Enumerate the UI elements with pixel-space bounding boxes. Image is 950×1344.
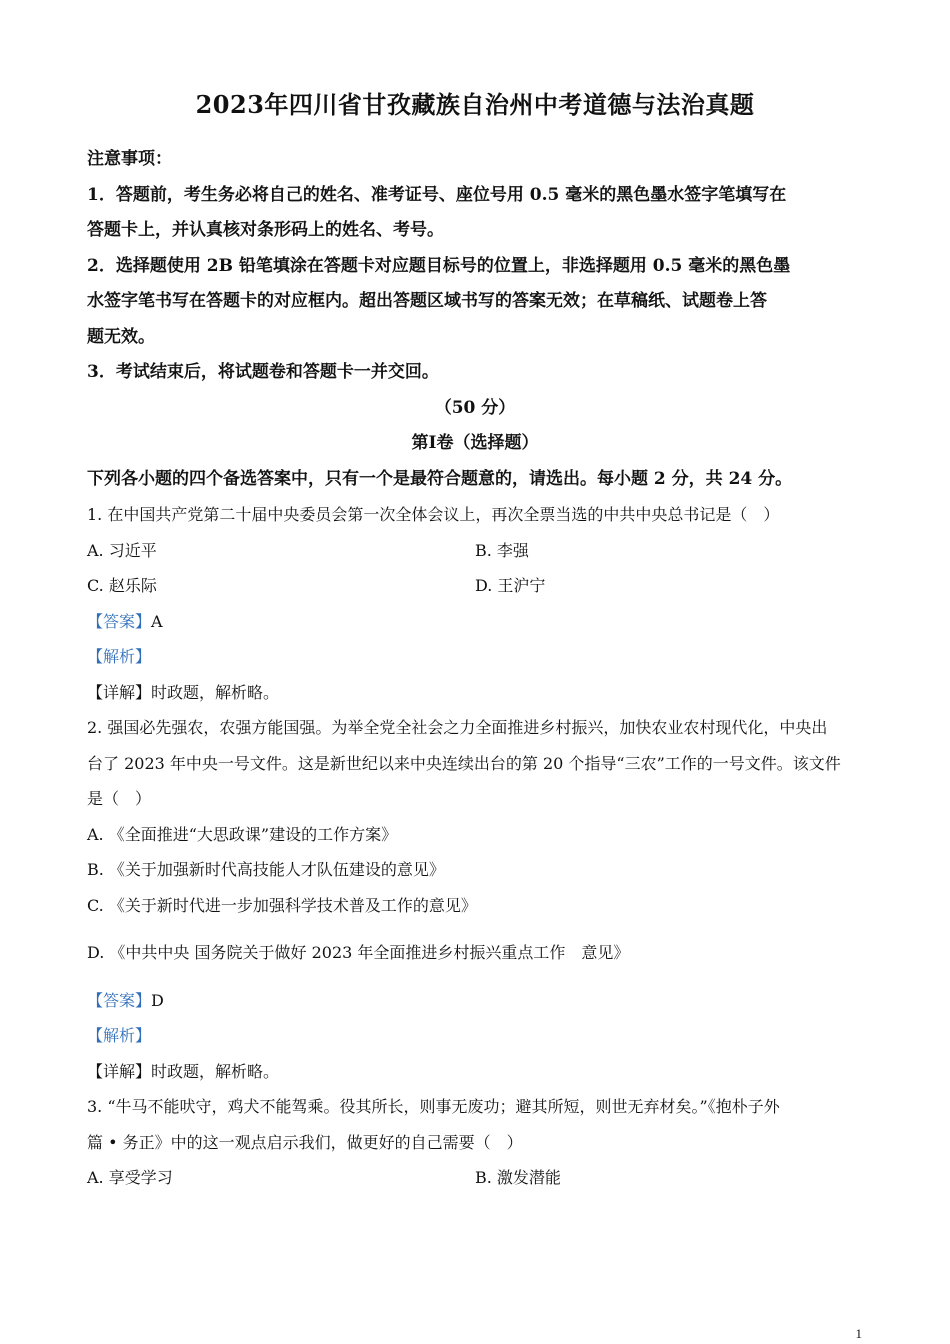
notice-line: 2．选择题使用 2B 铅笔填涂在答题卡对应题目标号的位置上，非选择题用 0.5 毫米的黑色墨 [87,255,791,276]
question-stem: 台了 2023 年中央一号文件。这是新世纪以来中央连续出台的第 20 个指导“三农”工作的一号文件。该文件 [87,753,841,773]
option-a: A. 《全面推进“大思政课”建设的工作方案》 [87,824,398,844]
detail-text: 时政题，解析略。 [151,682,280,702]
detail-line [87,675,863,711]
question-1 [87,497,863,710]
option-c: C. 《关于新时代进一步加强科学技术普及工作的意见》 [87,895,477,915]
question-stem: 是（ ） [87,789,152,808]
analysis-line [87,1018,863,1054]
analysis-tag: 【解析】 [87,647,152,666]
answer-line [87,983,863,1019]
option-c: C. 赵乐际 [87,576,157,595]
notice-line: 答题卡上，并认真核对条形码上的姓名、考号。 [87,220,444,240]
notice-line: 题无效。 [87,326,155,347]
detail-tag: 【详解】 [87,1061,152,1081]
total-score: （50 分） [434,397,516,418]
options-row [87,1160,863,1196]
option-b: B. 李强 [475,540,529,560]
notice-line: 水签字笔书写在答题卡的对应框内。超出答题区域书写的答案无效；在草稿纸、试题卷上答 [87,291,767,311]
answer-line [87,604,863,640]
document-content [87,86,863,1196]
analysis-tag: 【解析】 [87,1026,152,1045]
analysis-line [87,639,863,675]
answer-tag: 【答案】 [87,611,152,631]
options-row [87,533,863,569]
question-3 [87,1089,863,1196]
section-heading: 第Ⅰ卷（选择题） [411,433,539,453]
question-stem: 2. 强国必先强农，农强方能国强。为举全党全社会之力全面推进乡村振兴，加快农业农村现代化，中央出 [87,718,828,737]
option-d: D. 《中共中央 国务院关于做好 2023 年全面推进乡村振兴重点工作 意见》 [87,943,630,962]
option-b: B. 激发潜能 [475,1168,561,1187]
question-stem: 3. “牛马不能吠守，鸡犬不能驾乘。役其所长，则事无废功；避其所短，则世无弃材矣。”《抱朴子外 [87,1097,780,1116]
notice-line: 1．答题前，考生务必将自己的姓名、准考证号、座位号用 0.5 毫米的黑色墨水签字笔填写在 [87,184,787,205]
answer-tag: 【答案】 [87,990,152,1010]
notice-line: 3．考试结束后，将试题卷和答题卡一并交回。 [87,362,439,382]
answer-value: D [151,990,164,1010]
section-instruction: 下列各小题的四个备选答案中，只有一个是最符合题意的，请选出。每小题 2 分，共 24 分。 [87,468,793,489]
page-number: 1 [855,1326,862,1341]
question-stem: 篇 • 务正》中的这一观点启示我们，做更好的自己需要（ ） [87,1132,523,1152]
question-stem: 1. 在中国共产党第二十届中央委员会第一次全体会议上，再次全票当选的中共中央总书记是（ ） [87,505,780,524]
detail-text: 时政题，解析略。 [151,1061,280,1081]
question-2 [87,710,863,1089]
option-b: B. 《关于加强新时代高技能人才队伍建设的意见》 [87,860,445,879]
option-a: A. 习近平 [87,540,157,560]
option-a: A. 享受学习 [87,1168,173,1187]
detail-tag: 【详解】 [87,682,152,702]
detail-line [87,1054,863,1090]
options-row [87,568,863,604]
option-d: D. 王沪宁 [475,576,546,595]
notice-heading: 注意事项： [87,149,172,169]
answer-value: A [151,611,163,631]
document-title: 2023年四川省甘孜藏族自治州中考道德与法治真题 [195,90,755,119]
